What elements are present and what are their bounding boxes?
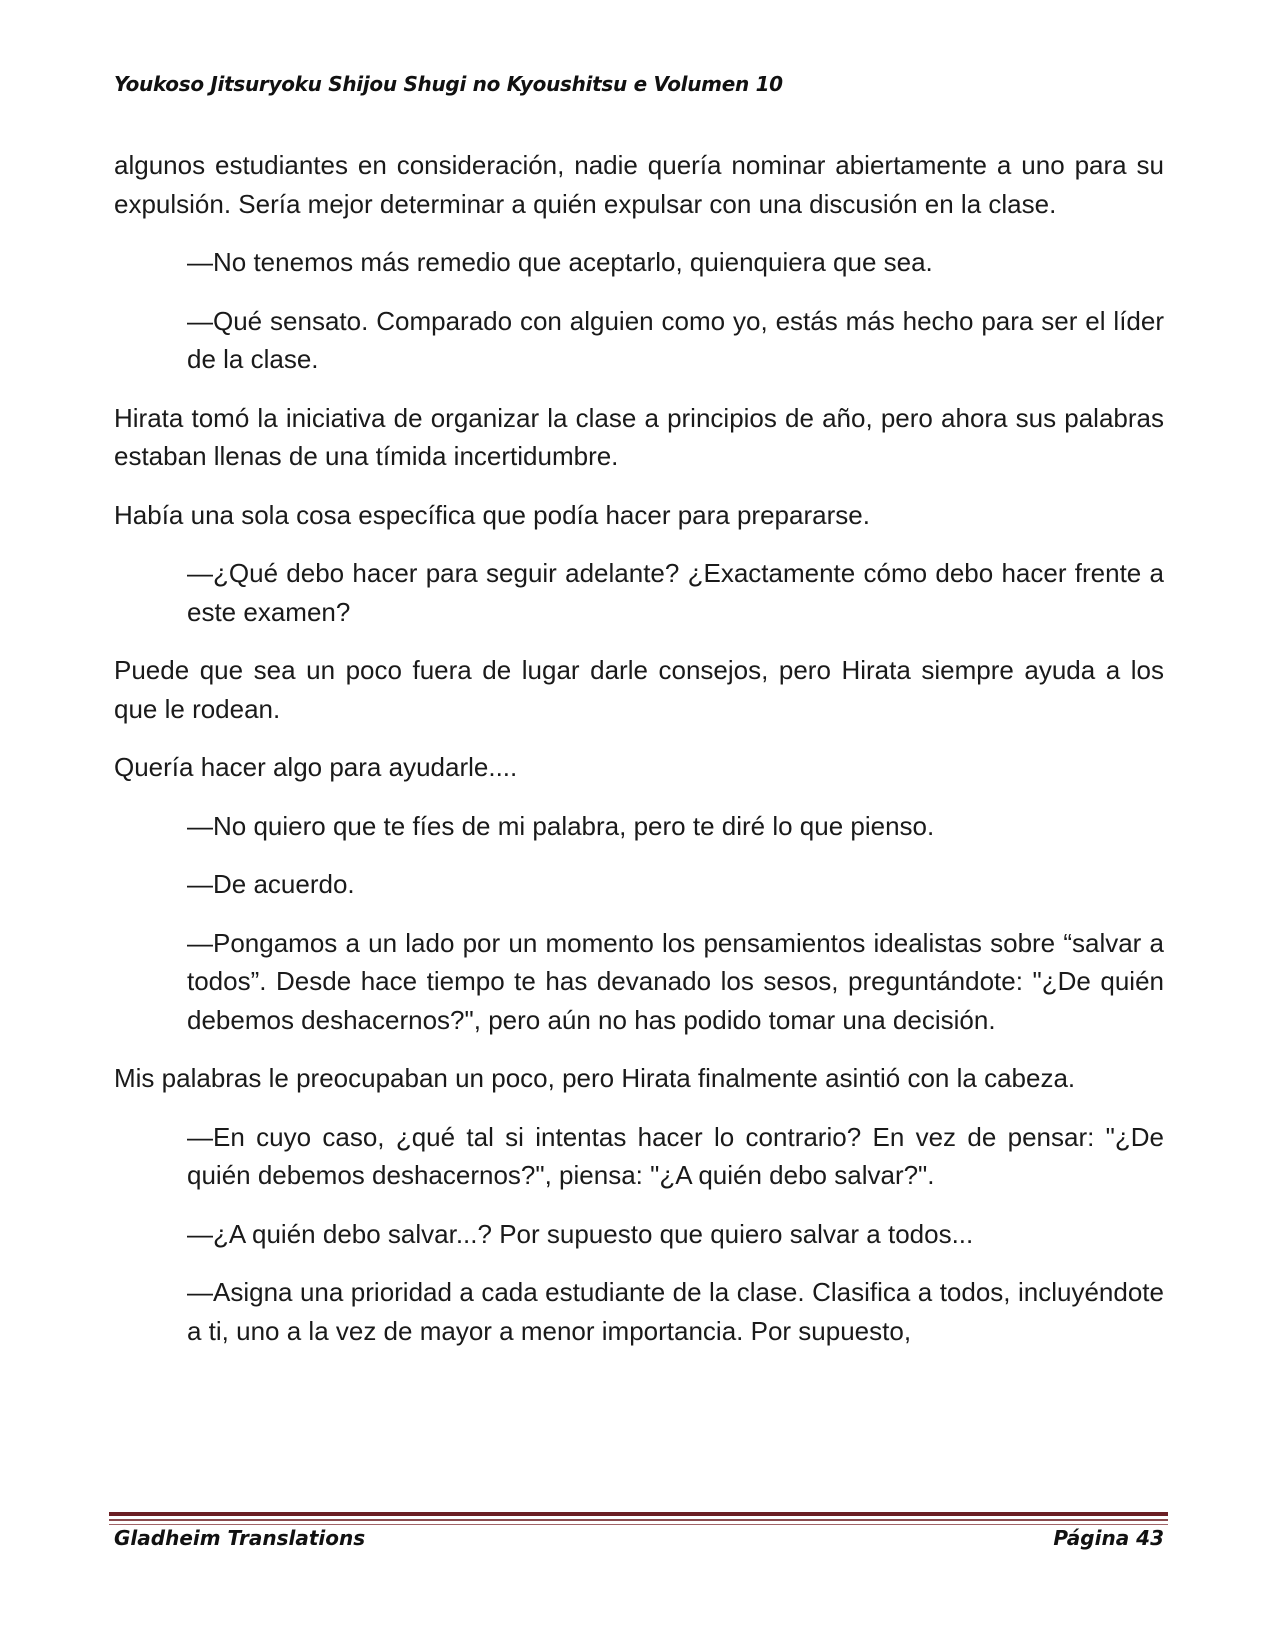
- dialogue-line: —Pongamos a un lado por un momento los pensamientos idealistas sobre “salvar a todos”. Desde hace tiempo te has devanado los sesos, preguntándote: "¿De quién debemos deshacernos?", pero aún no has podido tomar una decisión.: [187, 927, 1164, 1035]
- dialogue-line: —No tenemos más remedio que aceptarlo, quienquiera que sea.: [187, 247, 933, 277]
- footer-divider: [109, 1524, 1168, 1525]
- dialogue-line: —¿Qué debo hacer para seguir adelante? ¿Exactamente cómo debo hacer frente a este examen?: [187, 558, 1164, 627]
- page-body: [114, 146, 1164, 1370]
- paragraph: algunos estudiantes en consideración, nadie quería nominar abiertamente a uno para su expulsión. Sería mejor determinar a quién expulsar con una discusión en la clase.: [114, 150, 1164, 219]
- paragraph: Había una sola cosa específica que podía hacer para prepararse.: [114, 499, 870, 530]
- paragraph: Puede que sea un poco fuera de lugar darle consejos, pero Hirata siempre ayuda a los que le rodean.: [114, 655, 1164, 724]
- paragraph: Hirata tomó la iniciativa de organizar la clase a principios de año, pero ahora sus palabras estaban llenas de una tímida incertidumbre.: [114, 402, 1164, 471]
- dialogue-line: —No quiero que te fíes de mi palabra, pero te diré lo que pienso.: [187, 810, 935, 841]
- paragraph: Quería hacer algo para ayudarle....: [114, 752, 518, 782]
- page-header-title: Youkoso Jitsuryoku Shijou Shugi no Kyoushitsu e Volumen 10: [114, 72, 783, 96]
- footer-divider: [109, 1519, 1168, 1521]
- paragraph: Mis palabras le preocupaban un poco, pero Hirata finalmente asintió con la cabeza.: [114, 1063, 1076, 1093]
- footer-divider: [109, 1512, 1168, 1516]
- dialogue-line: —En cuyo caso, ¿qué tal si intentas hacer lo contrario? En vez de pensar: "¿De quién debemos deshacernos?", piensa: "¿A quién debo salvar?".: [187, 1121, 1164, 1190]
- dialogue-line: —Asigna una prioridad a cada estudiante de la clase. Clasifica a todos, incluyéndote a ti, uno a la vez de mayor a menor importancia. Por supuesto,: [187, 1277, 1164, 1346]
- page-number: Página 43: [1053, 1526, 1164, 1550]
- dialogue-line: —¿A quién debo salvar...? Por supuesto que quiero salvar a todos...: [187, 1218, 974, 1249]
- dialogue-line: —Qué sensato. Comparado con alguien como yo, estás más hecho para ser el líder de la clase.: [187, 305, 1164, 374]
- footer-credit: Gladheim Translations: [114, 1526, 366, 1550]
- page-footer: [114, 1526, 1164, 1550]
- dialogue-line: —De acuerdo.: [187, 869, 355, 899]
